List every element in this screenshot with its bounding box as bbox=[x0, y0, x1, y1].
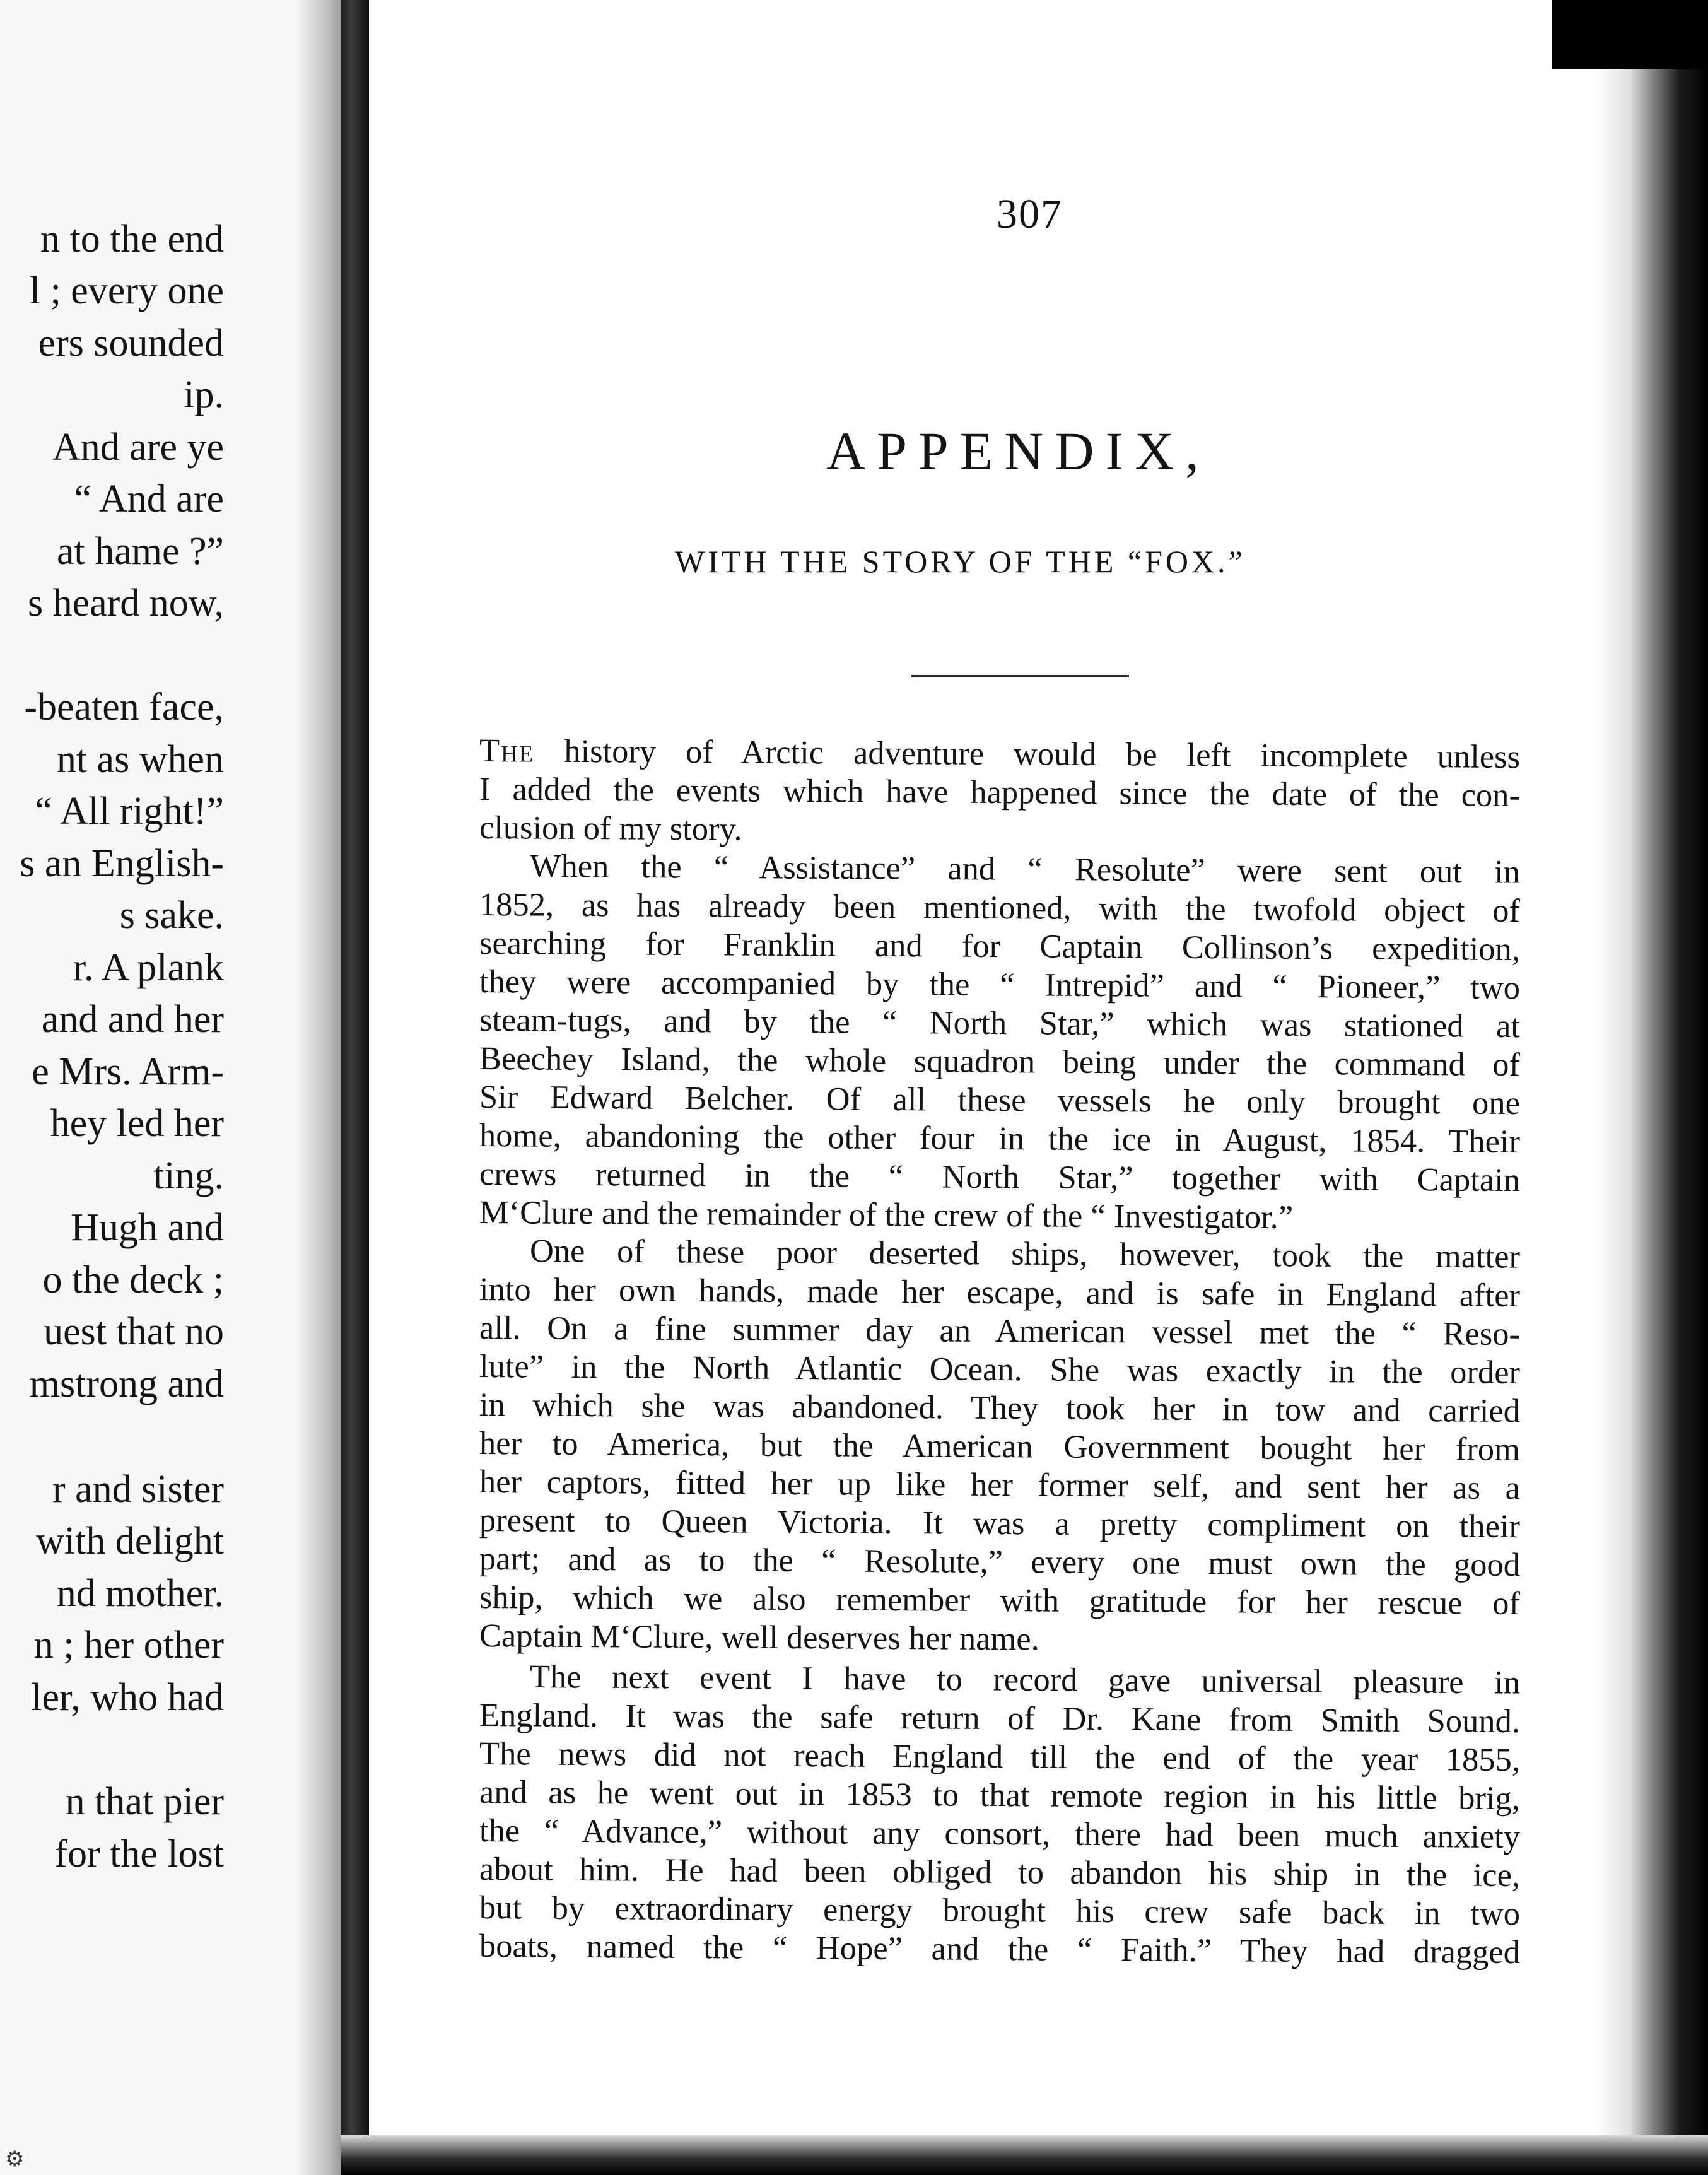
left-page-line: n to the end bbox=[40, 218, 224, 261]
drop-word: The bbox=[479, 732, 535, 770]
left-page-line: with delight bbox=[36, 1520, 224, 1562]
left-page-line: “ All right!” bbox=[35, 790, 224, 833]
body-text-line: Beechey Island, the whole squadron being under the command of bbox=[479, 1040, 1521, 1084]
scan-edge-shadow bbox=[341, 2135, 1708, 2175]
body-text-line: all. On a fine summer day an American vessel met the “ Reso- bbox=[479, 1310, 1521, 1353]
scan-edge-shadow bbox=[1552, 0, 1708, 69]
left-page-line: s an English- bbox=[20, 842, 224, 885]
body-text-line: they were accompanied by the “ Intrepid” and “ Pioneer,” two bbox=[479, 963, 1521, 1007]
book-gutter bbox=[341, 0, 369, 2175]
scan-edge-shadow bbox=[1596, 69, 1708, 2175]
body-text-line: Sir Edward Belcher. Of all these vessels he only brought one bbox=[479, 1079, 1521, 1122]
left-page-line: r. A plank bbox=[73, 946, 224, 989]
left-page-line: r and sister bbox=[52, 1468, 224, 1511]
body-text-line: clusion of my story. bbox=[479, 809, 742, 848]
body-text-line: The news did not reach England till the end of the year 1855, bbox=[479, 1735, 1521, 1779]
body-text-line: ship, which we also remember with gratitude for her rescue of bbox=[479, 1579, 1521, 1622]
left-page-line: Hugh and bbox=[71, 1206, 224, 1249]
page-number: 307 bbox=[997, 191, 1063, 237]
body-text-line: her captors, fitted her up like her former self, and sent her as a bbox=[479, 1463, 1521, 1507]
left-page-line: nd mother. bbox=[56, 1572, 224, 1615]
left-page-line: mstrong and bbox=[29, 1363, 224, 1405]
body-text-line: about him. He had been obliged to abandon his ship in the ice, bbox=[479, 1851, 1521, 1894]
left-page-line: n that pier bbox=[65, 1780, 224, 1823]
body-text-line: present to Queen Victoria. It was a pretty compliment on their bbox=[479, 1502, 1521, 1545]
body-text-line: steam-tugs, and by the “ North Star,” which was stationed at bbox=[479, 1002, 1521, 1045]
left-page-line: ip. bbox=[184, 373, 224, 416]
left-page-line: “ And are bbox=[74, 478, 224, 520]
body-text-line: and as he went out in 1853 to that remote region in his little brig, bbox=[479, 1774, 1521, 1817]
previous-page bbox=[0, 0, 353, 2175]
left-page-line: ers sounded bbox=[38, 322, 224, 365]
body-text-line bbox=[479, 732, 1520, 776]
left-page-line: ler, who had bbox=[31, 1676, 224, 1719]
body-text-line: boats, named the “ Hope” and the “ Faith.” They had dragged bbox=[479, 1928, 1521, 1971]
body-text-line: lute” in the North Atlantic Ocean. She was exactly in the order bbox=[479, 1348, 1521, 1392]
left-page-line: and and her bbox=[41, 998, 224, 1041]
body-text-line: One of these poor deserted ships, however, took the matter bbox=[529, 1233, 1521, 1275]
left-page-line: nt as when bbox=[56, 738, 224, 781]
body-text-line: The next event I have to record gave universal pleasure in bbox=[529, 1658, 1521, 1701]
body-text-line: 1852, as has already been mentioned, with the twofold object of bbox=[479, 886, 1521, 930]
body-text-line: M‘Clure and the remainder of the crew of the “ Investigator.” bbox=[479, 1194, 1294, 1236]
left-page-line: s sake. bbox=[119, 894, 224, 937]
left-page-line: at hame ?” bbox=[56, 530, 224, 573]
left-page-line: And are ye bbox=[52, 426, 224, 469]
body-text-line: in which she was abandoned. They took her in tow and carried bbox=[479, 1386, 1521, 1430]
page-subtitle: WITH THE STORY OF THE “FOX.” bbox=[675, 544, 1246, 579]
body-text-line: but by extraordinary energy brought his crew safe back in two bbox=[479, 1889, 1521, 1933]
left-page-line: -beaten face, bbox=[24, 686, 224, 729]
body-text-line: searching for Franklin and for Captain Collinson’s expedition, bbox=[479, 925, 1521, 968]
body-text-line: England. It was the safe return of Dr. Kane from Smith Sound. bbox=[479, 1697, 1521, 1740]
left-page-line: n ; her other bbox=[33, 1624, 224, 1667]
body-text-line: Captain M‘Clure, well deserves her name. bbox=[479, 1617, 1040, 1658]
left-page-line: e Mrs. Arm- bbox=[32, 1050, 224, 1093]
left-page-line: s heard now, bbox=[27, 582, 224, 624]
body-text-line: home, abandoning the other four in the ice in August, 1854. Their bbox=[479, 1117, 1521, 1161]
title-divider bbox=[911, 675, 1129, 677]
left-page-line: for the lost bbox=[54, 1832, 224, 1875]
body-text-fragment: history of Arctic adventure would be left incomplete unless bbox=[534, 732, 1521, 776]
left-page-line: ting. bbox=[153, 1154, 224, 1197]
left-page-line: hey led her bbox=[50, 1102, 224, 1145]
body-text-line: crews returned in the “ North Star,” together with Captain bbox=[479, 1156, 1521, 1199]
body-text-line: the “ Advance,” without any consort, there had been much anxiety bbox=[479, 1812, 1521, 1856]
left-page-line: l ; every one bbox=[29, 269, 224, 312]
body-text-line: her to America, but the American Government bought her from bbox=[479, 1425, 1521, 1469]
page-curve-shading bbox=[296, 0, 341, 2175]
scanner-mark-icon: ⚙ bbox=[5, 2147, 25, 2172]
body-text-line: into her own hands, made her escape, and is safe in England after bbox=[479, 1271, 1521, 1315]
body-text-line: When the “ Assistance” and “ Resolute” were sent out in bbox=[529, 848, 1521, 891]
left-page-line: o the deck ; bbox=[42, 1258, 224, 1301]
body-text-line: part; and as to the “ Resolute,” every one must own the good bbox=[479, 1540, 1521, 1584]
page-title: APPENDIX, bbox=[826, 421, 1210, 481]
body-text-line: I added the events which have happened since the date of the con- bbox=[479, 771, 1521, 814]
left-page-line: uest that no bbox=[44, 1310, 224, 1353]
